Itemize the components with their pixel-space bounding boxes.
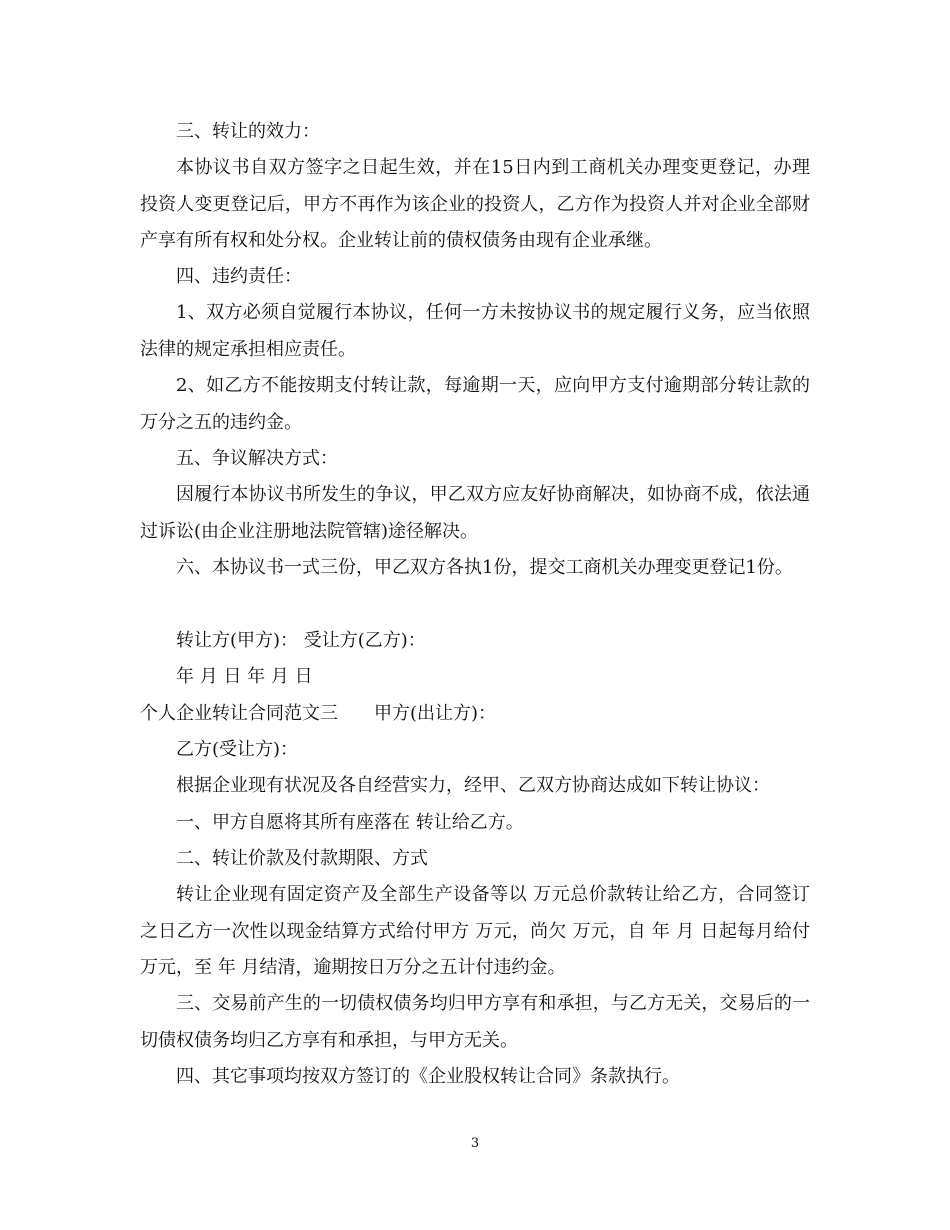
paragraph-liability-2: 2、如乙方不能按期支付转让款，每逾期一天，应向甲方支付逾期部分转让款的万分之五的违约金。 — [140, 375, 810, 433]
clause-3: 三、交易前产生的一切债权债务均归甲方享有和承担，与乙方无关，交易后的一切债权债务均归乙方享有和承担，与甲方无关。 — [140, 993, 810, 1051]
signature-date-line: 年 月 日 年 月 日 — [176, 666, 313, 687]
signature-parties-line: 转让方(甲方)： 受让方(乙方)： — [176, 630, 426, 651]
page-number: 3 — [470, 1136, 480, 1151]
section-heading-dispute: 五、争议解决方式： — [176, 448, 338, 469]
contract-title: 个人企业转让合同范文三 — [140, 703, 338, 724]
clause-2-heading: 二、转让价款及付款期限、方式 — [176, 848, 428, 869]
section-heading-liability: 四、违约责任： — [176, 266, 302, 287]
contract-title-line — [140, 696, 810, 733]
paragraph-effect-body: 本协议书自双方签字之日起生效，并在15日内到工商机关办理变更登记，办理投资人变更登记后，甲方不再作为该企业的投资人，乙方作为投资人并对企业全部财产享有所有权和处分权。企业转让前的债权债务由现有企业承继。 — [140, 157, 810, 251]
clause-1: 一、甲方自愿将其所有座落在 转让给乙方。 — [176, 812, 524, 833]
party-a-label: 甲方(出让方)： — [374, 703, 497, 724]
paragraph-copies: 六、本协议书一式三份，甲乙双方各执1份，提交工商机关办理变更登记1份。 — [176, 557, 793, 578]
clause-4: 四、其它事项均按双方签订的《企业股权转让合同》条款执行。 — [176, 1066, 680, 1087]
paragraph-liability-1: 1、双方必须自觉履行本协议，任何一方未按协议书的规定履行义务，应当依照法律的规定承担相应责任。 — [140, 302, 810, 360]
party-b-label: 乙方(受让方)： — [176, 739, 299, 760]
section-heading-effect: 三、转让的效力： — [176, 121, 320, 142]
clause-2-body: 转让企业现有固定资产及全部生产设备等以 万元总价款转让给乙方，合同签订之日乙方一次性以现金结算方式给付甲方 万元，尚欠 万元，自 年 月 日起每月给付 万元，至 年 月结清，逾期按日万分之五计付违约金。 — [140, 884, 810, 978]
paragraph-preamble: 根据企业现有状况及各自经营实力，经甲、乙双方协商达成如下转让协议： — [176, 775, 770, 796]
paragraph-dispute-body: 因履行本协议书所发生的争议，甲乙双方应友好协商解决，如协商不成，依法通过诉讼(由企业注册地法院管辖)途径解决。 — [140, 484, 810, 542]
